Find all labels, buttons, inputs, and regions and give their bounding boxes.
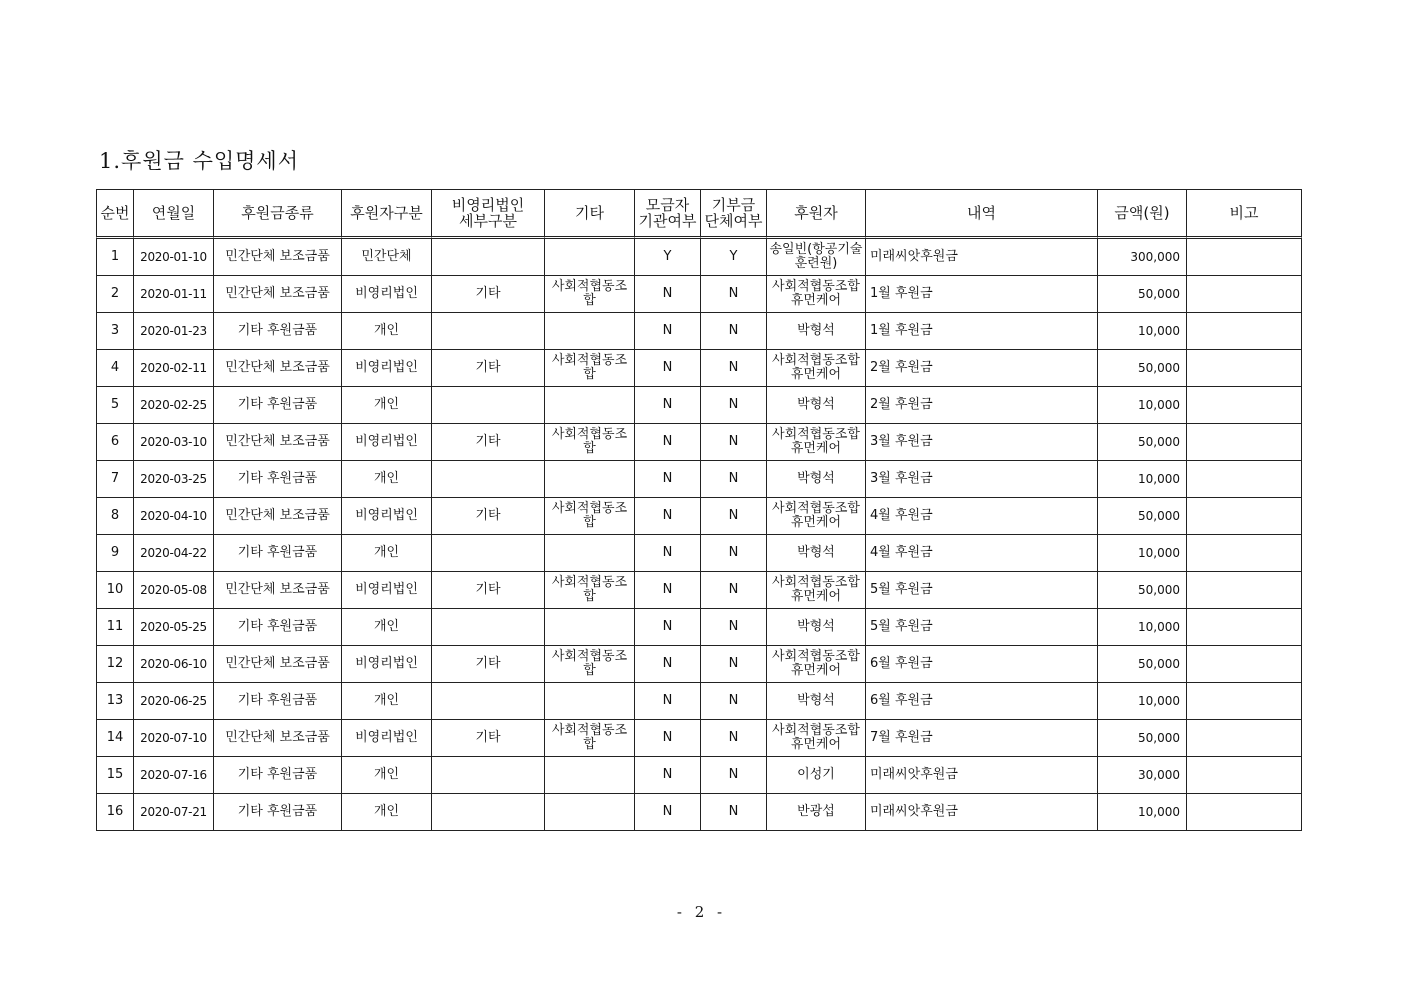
amount-cell: 50,000 [1098,572,1187,609]
nonprofit-subtype-cell [432,683,545,720]
donation-kind-cell: 기타 후원금품 [214,387,342,424]
fundraiser-flag-cell: N [635,387,701,424]
donation-org-flag-cell: N [701,646,767,683]
donor-name-cell: 사회적협동조합 휴먼케어 [767,350,866,387]
etc-cell [545,757,635,794]
date-cell: 2020-07-10 [134,720,214,757]
donation-kind-cell: 민간단체 보조금품 [214,424,342,461]
column-header-detail: 내역 [866,189,1098,239]
etc-cell [545,239,635,276]
donation-kind-cell: 민간단체 보조금품 [214,572,342,609]
donation-org-flag-cell: N [701,683,767,720]
fundraiser-flag-cell: N [635,461,701,498]
row-number-cell: 14 [96,720,134,757]
etc-cell [545,535,635,572]
table-row [96,387,1302,424]
fundraiser-flag-cell: N [635,757,701,794]
table-row [96,313,1302,350]
donor-name-cell: 사회적협동조합 휴먼케어 [767,572,866,609]
donation-kind-cell: 민간단체 보조금품 [214,498,342,535]
note-cell [1187,720,1302,757]
table-row [96,276,1302,313]
column-header-donor-type: 후원자구분 [342,189,432,239]
detail-cell: 2월 후원금 [866,387,1098,424]
date-cell: 2020-05-08 [134,572,214,609]
detail-cell: 1월 후원금 [866,313,1098,350]
donor-type-cell: 비영리법인 [342,572,432,609]
column-header-fundraiser: 모금자 기관여부 [635,189,701,239]
donation-org-flag-cell: N [701,794,767,831]
row-number-cell: 13 [96,683,134,720]
nonprofit-subtype-cell [432,794,545,831]
donor-name-cell: 사회적협동조합 휴먼케어 [767,720,866,757]
table-row [96,646,1302,683]
amount-cell: 10,000 [1098,387,1187,424]
etc-cell: 사회적협동조합 [545,498,635,535]
document-title: 1.후원금 수입명세서 [99,149,299,173]
detail-cell: 6월 후원금 [866,683,1098,720]
table-row [96,720,1302,757]
amount-cell: 50,000 [1098,498,1187,535]
donation-org-flag-cell: N [701,757,767,794]
donation-kind-cell: 민간단체 보조금품 [214,720,342,757]
date-cell: 2020-02-11 [134,350,214,387]
donation-org-flag-cell: N [701,535,767,572]
donation-org-flag-cell: N [701,572,767,609]
date-cell: 2020-06-10 [134,646,214,683]
page-number: - 2 - [676,903,727,921]
nonprofit-subtype-cell: 기타 [432,276,545,313]
row-number-cell: 15 [96,757,134,794]
row-number-cell: 1 [96,239,134,276]
amount-cell: 10,000 [1098,609,1187,646]
amount-cell: 30,000 [1098,757,1187,794]
donor-type-cell: 개인 [342,757,432,794]
etc-cell: 사회적협동조합 [545,424,635,461]
donation-kind-cell: 기타 후원금품 [214,461,342,498]
nonprofit-subtype-cell [432,239,545,276]
date-cell: 2020-04-22 [134,535,214,572]
etc-cell [545,609,635,646]
donation-kind-cell: 민간단체 보조금품 [214,239,342,276]
donation-kind-cell: 기타 후원금품 [214,757,342,794]
donor-name-cell: 박형석 [767,609,866,646]
nonprofit-subtype-cell [432,313,545,350]
detail-cell: 2월 후원금 [866,350,1098,387]
date-cell: 2020-01-10 [134,239,214,276]
donor-name-cell: 사회적협동조합 휴먼케어 [767,498,866,535]
date-cell: 2020-07-21 [134,794,214,831]
date-cell: 2020-05-25 [134,609,214,646]
note-cell [1187,313,1302,350]
donation-kind-cell: 민간단체 보조금품 [214,646,342,683]
detail-cell: 5월 후원금 [866,572,1098,609]
detail-cell: 4월 후원금 [866,498,1098,535]
row-number-cell: 8 [96,498,134,535]
row-number-cell: 7 [96,461,134,498]
detail-cell: 미래씨앗후원금 [866,794,1098,831]
nonprofit-subtype-cell [432,535,545,572]
donor-type-cell: 비영리법인 [342,498,432,535]
donor-name-cell: 사회적협동조합 휴먼케어 [767,424,866,461]
row-number-cell: 4 [96,350,134,387]
row-number-cell: 3 [96,313,134,350]
table-row [96,498,1302,535]
amount-cell: 50,000 [1098,720,1187,757]
note-cell [1187,387,1302,424]
amount-cell: 50,000 [1098,424,1187,461]
note-cell [1187,683,1302,720]
date-cell: 2020-03-10 [134,424,214,461]
note-cell [1187,276,1302,313]
table-row [96,572,1302,609]
detail-cell: 5월 후원금 [866,609,1098,646]
donation-org-flag-cell: N [701,424,767,461]
row-number-cell: 12 [96,646,134,683]
donor-type-cell: 비영리법인 [342,646,432,683]
fundraiser-flag-cell: N [635,498,701,535]
detail-cell: 6월 후원금 [866,646,1098,683]
amount-cell: 10,000 [1098,794,1187,831]
row-number-cell: 5 [96,387,134,424]
nonprofit-subtype-cell: 기타 [432,424,545,461]
donation-kind-cell: 민간단체 보조금품 [214,350,342,387]
note-cell [1187,609,1302,646]
amount-cell: 10,000 [1098,313,1187,350]
donor-type-cell: 비영리법인 [342,720,432,757]
fundraiser-flag-cell: N [635,794,701,831]
donation-kind-cell: 민간단체 보조금품 [214,276,342,313]
row-number-cell: 2 [96,276,134,313]
column-header-no: 순번 [96,189,134,239]
donor-name-cell: 반광섭 [767,794,866,831]
column-header-date: 연월일 [134,189,214,239]
donation-org-flag-cell: N [701,313,767,350]
date-cell: 2020-03-25 [134,461,214,498]
note-cell [1187,535,1302,572]
note-cell [1187,498,1302,535]
table-row [96,794,1302,831]
donor-type-cell: 개인 [342,313,432,350]
donor-type-cell: 민간단체 [342,239,432,276]
row-number-cell: 10 [96,572,134,609]
table-header-row [96,189,1302,239]
table-row [96,239,1302,276]
note-cell [1187,646,1302,683]
note-cell [1187,239,1302,276]
amount-cell: 10,000 [1098,683,1187,720]
nonprofit-subtype-cell [432,609,545,646]
donor-name-cell: 이성기 [767,757,866,794]
donation-org-flag-cell: N [701,498,767,535]
date-cell: 2020-06-25 [134,683,214,720]
amount-cell: 50,000 [1098,646,1187,683]
donation-kind-cell: 기타 후원금품 [214,535,342,572]
detail-cell: 4월 후원금 [866,535,1098,572]
date-cell: 2020-01-23 [134,313,214,350]
etc-cell [545,313,635,350]
donor-name-cell: 박형석 [767,387,866,424]
donation-kind-cell: 기타 후원금품 [214,313,342,350]
amount-cell: 50,000 [1098,276,1187,313]
etc-cell [545,461,635,498]
donor-name-cell: 사회적협동조합 휴먼케어 [767,276,866,313]
etc-cell: 사회적협동조합 [545,276,635,313]
fundraiser-flag-cell: N [635,313,701,350]
donor-type-cell: 개인 [342,535,432,572]
note-cell [1187,350,1302,387]
donor-name-cell: 박형석 [767,683,866,720]
donor-type-cell: 개인 [342,683,432,720]
nonprofit-subtype-cell [432,461,545,498]
etc-cell: 사회적협동조합 [545,572,635,609]
donor-name-cell: 박형석 [767,535,866,572]
column-header-etc: 기타 [545,189,635,239]
note-cell [1187,461,1302,498]
fundraiser-flag-cell: N [635,350,701,387]
donation-kind-cell: 기타 후원금품 [214,609,342,646]
nonprofit-subtype-cell: 기타 [432,646,545,683]
nonprofit-subtype-cell [432,757,545,794]
nonprofit-subtype-cell: 기타 [432,498,545,535]
donor-type-cell: 개인 [342,387,432,424]
fundraiser-flag-cell: N [635,424,701,461]
nonprofit-subtype-cell: 기타 [432,720,545,757]
donation-kind-cell: 기타 후원금품 [214,683,342,720]
table-body [96,239,1302,831]
donation-kind-cell: 기타 후원금품 [214,794,342,831]
column-header-donor: 후원자 [767,189,866,239]
column-header-nonprofit-sub: 비영리법인 세부구분 [432,189,545,239]
table-row [96,535,1302,572]
column-header-donation-org: 기부금 단체여부 [701,189,767,239]
amount-cell: 10,000 [1098,535,1187,572]
fundraiser-flag-cell: N [635,609,701,646]
fundraiser-flag-cell: N [635,535,701,572]
nonprofit-subtype-cell: 기타 [432,350,545,387]
donor-type-cell: 비영리법인 [342,276,432,313]
donation-income-table [96,189,1302,831]
table-row [96,757,1302,794]
donor-type-cell: 개인 [342,461,432,498]
fundraiser-flag-cell: N [635,646,701,683]
table-row [96,424,1302,461]
detail-cell: 3월 후원금 [866,424,1098,461]
donor-name-cell: 송일빈(항공기술훈련원) [767,239,866,276]
row-number-cell: 9 [96,535,134,572]
donation-org-flag-cell: N [701,720,767,757]
date-cell: 2020-01-11 [134,276,214,313]
donation-org-flag-cell: Y [701,239,767,276]
fundraiser-flag-cell: N [635,572,701,609]
column-header-kind: 후원금종류 [214,189,342,239]
donor-name-cell: 사회적협동조합 휴먼케어 [767,646,866,683]
fundraiser-flag-cell: Y [635,239,701,276]
row-number-cell: 6 [96,424,134,461]
fundraiser-flag-cell: N [635,276,701,313]
table-row [96,350,1302,387]
donor-name-cell: 박형석 [767,313,866,350]
donor-name-cell: 박형석 [767,461,866,498]
fundraiser-flag-cell: N [635,720,701,757]
table-row [96,683,1302,720]
etc-cell: 사회적협동조합 [545,350,635,387]
donor-type-cell: 비영리법인 [342,424,432,461]
donation-org-flag-cell: N [701,461,767,498]
note-cell [1187,572,1302,609]
date-cell: 2020-07-16 [134,757,214,794]
donor-type-cell: 개인 [342,609,432,646]
amount-cell: 10,000 [1098,461,1187,498]
column-header-amount: 금액(원) [1098,189,1187,239]
date-cell: 2020-04-10 [134,498,214,535]
etc-cell: 사회적협동조합 [545,720,635,757]
etc-cell [545,794,635,831]
note-cell [1187,424,1302,461]
detail-cell: 7월 후원금 [866,720,1098,757]
detail-cell: 1월 후원금 [866,276,1098,313]
donation-org-flag-cell: N [701,276,767,313]
detail-cell: 3월 후원금 [866,461,1098,498]
donor-type-cell: 비영리법인 [342,350,432,387]
nonprofit-subtype-cell [432,387,545,424]
etc-cell: 사회적협동조합 [545,646,635,683]
row-number-cell: 16 [96,794,134,831]
amount-cell: 300,000 [1098,239,1187,276]
table-row [96,609,1302,646]
row-number-cell: 11 [96,609,134,646]
fundraiser-flag-cell: N [635,683,701,720]
detail-cell: 미래씨앗후원금 [866,757,1098,794]
nonprofit-subtype-cell: 기타 [432,572,545,609]
etc-cell [545,387,635,424]
donation-org-flag-cell: N [701,609,767,646]
donation-org-flag-cell: N [701,350,767,387]
date-cell: 2020-02-25 [134,387,214,424]
donor-type-cell: 개인 [342,794,432,831]
detail-cell: 미래씨앗후원금 [866,239,1098,276]
donation-org-flag-cell: N [701,387,767,424]
column-header-note: 비고 [1187,189,1302,239]
note-cell [1187,794,1302,831]
etc-cell [545,683,635,720]
note-cell [1187,757,1302,794]
table-row [96,461,1302,498]
amount-cell: 50,000 [1098,350,1187,387]
